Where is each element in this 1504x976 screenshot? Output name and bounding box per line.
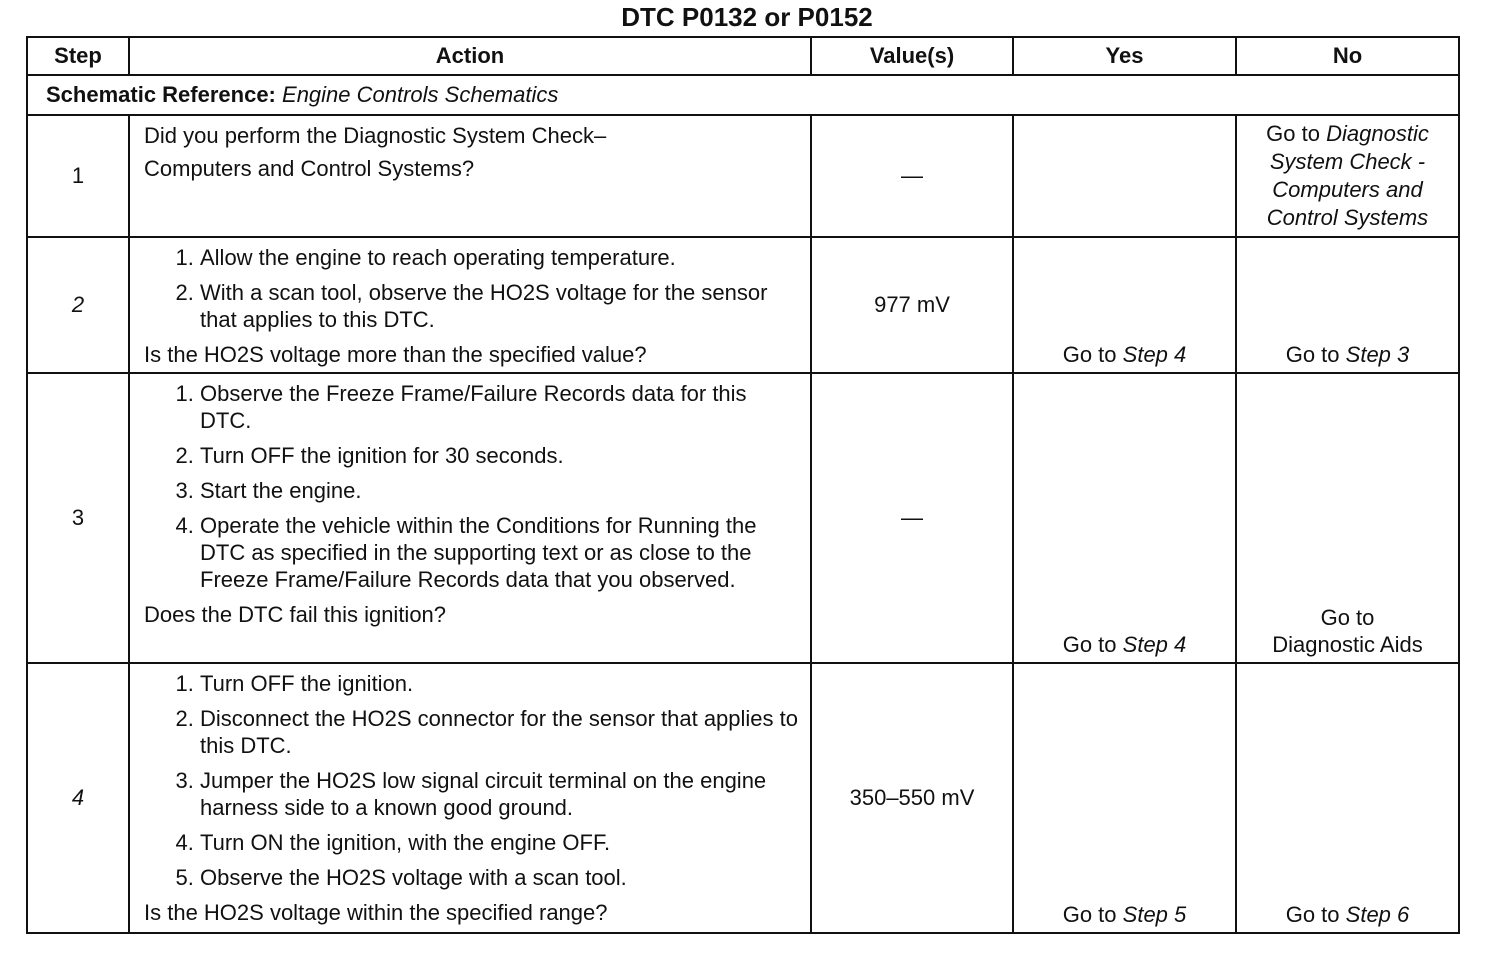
value-cell: 977 mV <box>811 237 1013 373</box>
action-cell <box>129 663 811 933</box>
header-row <box>27 37 1459 75</box>
action-item: 4. Turn ON the ignition, with the engine OFF. <box>200 829 800 856</box>
no-prefix: Go to <box>1285 342 1340 367</box>
schematic-label: Schematic Reference: <box>46 82 276 107</box>
schematic-link[interactable]: Engine Controls Schematics <box>282 82 559 107</box>
diagnostic-table <box>26 36 1460 934</box>
action-cell <box>129 373 811 663</box>
action-question: Is the HO2S voltage within the specified range? <box>144 900 608 925</box>
action-question: Does the DTC fail this ignition? <box>144 602 447 627</box>
action-item: 4. Operate the vehicle within the Conditions for Running the DTC as specified in the supporting text or as close to the Freeze Frame/Failure Records data that you observed. <box>200 512 800 593</box>
step-number: 3 <box>27 373 129 663</box>
action-list <box>144 244 800 333</box>
action-item: 5. Observe the HO2S voltage with a scan tool. <box>200 864 800 891</box>
action-line: Did you perform the Diagnostic System Check– <box>144 123 607 148</box>
no-cell <box>1236 373 1459 663</box>
value-cell: 350–550 mV <box>811 663 1013 933</box>
yes-prefix: Go to <box>1062 342 1117 367</box>
no-prefix: Go to <box>1266 121 1320 146</box>
no-cell <box>1236 115 1459 237</box>
action-list <box>144 670 800 891</box>
no-prefix: Go to <box>1285 902 1340 927</box>
header-action: Action <box>129 37 811 75</box>
action-item: 2. Turn OFF the ignition for 30 seconds. <box>200 442 800 469</box>
value-cell: — <box>811 373 1013 663</box>
action-item: 2. Disconnect the HO2S connector for the sensor that applies to this DTC. <box>200 705 800 759</box>
action-line: Computers and Control Systems? <box>144 156 475 181</box>
yes-cell <box>1013 373 1236 663</box>
yes-prefix: Go to <box>1062 632 1117 657</box>
yes-link[interactable]: Step 5 <box>1122 902 1187 927</box>
header-values: Value(s) <box>811 37 1013 75</box>
value-cell: — <box>811 115 1013 237</box>
no-link[interactable]: Diagnostic Aids <box>1272 632 1423 657</box>
yes-cell <box>1013 237 1236 373</box>
no-cell <box>1236 237 1459 373</box>
action-list <box>144 380 800 593</box>
step-number: 4 <box>27 663 129 933</box>
yes-prefix: Go to <box>1062 902 1117 927</box>
yes-link[interactable]: Step 4 <box>1122 632 1187 657</box>
step-number: 2 <box>27 237 129 373</box>
action-question: Is the HO2S voltage more than the specified value? <box>144 342 647 367</box>
no-prefix: Go to <box>1320 605 1375 630</box>
page-title: DTC P0132 or P0152 <box>621 2 873 32</box>
action-cell <box>129 115 811 237</box>
step-number: 1 <box>27 115 129 237</box>
table-row <box>27 663 1459 933</box>
header-step: Step <box>27 37 129 75</box>
yes-cell <box>1013 663 1236 933</box>
action-cell <box>129 237 811 373</box>
action-item: 1. Turn OFF the ignition. <box>200 670 800 697</box>
action-item: 3. Start the engine. <box>200 477 800 504</box>
schematic-reference <box>27 75 1459 115</box>
no-link[interactable]: Step 6 <box>1345 902 1410 927</box>
schematic-row <box>27 75 1459 115</box>
header-yes: Yes <box>1013 37 1236 75</box>
no-link[interactable]: Diagnostic System Check - Computers and Control Systems <box>1266 121 1429 230</box>
table-row <box>27 373 1459 663</box>
action-item: 2. With a scan tool, observe the HO2S voltage for the sensor that applies to this DTC. <box>200 279 800 333</box>
no-cell <box>1236 663 1459 933</box>
action-item: 3. Jumper the HO2S low signal circuit terminal on the engine harness side to a known good ground. <box>200 767 800 821</box>
yes-cell <box>1013 115 1236 237</box>
no-link[interactable]: Step 3 <box>1345 342 1410 367</box>
table-row <box>27 237 1459 373</box>
table-row <box>27 115 1459 237</box>
yes-link[interactable]: Step 4 <box>1122 342 1187 367</box>
header-no: No <box>1236 37 1459 75</box>
action-item: 1. Allow the engine to reach operating temperature. <box>200 244 800 271</box>
action-item: 1. Observe the Freeze Frame/Failure Records data for this DTC. <box>200 380 800 434</box>
